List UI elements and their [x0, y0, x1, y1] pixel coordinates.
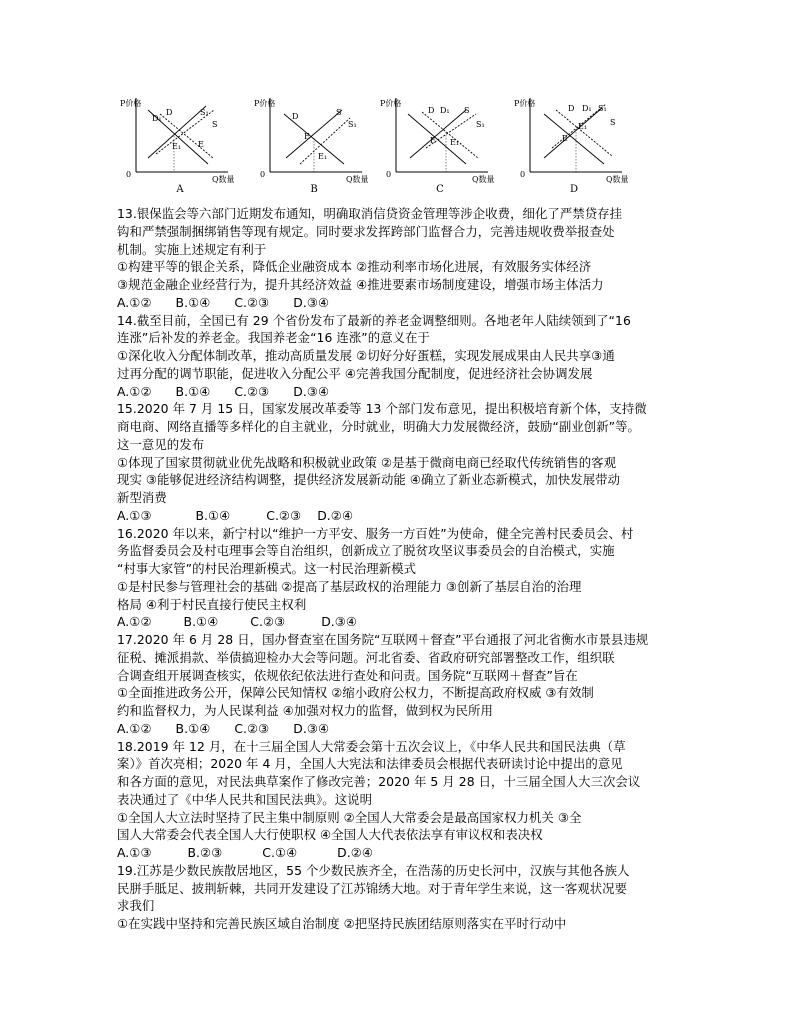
- graph-d-label-s: S: [610, 118, 616, 127]
- answer-options: A.①③ B.②③ C.①④ D.②④: [117, 845, 374, 860]
- graph-c-x-axis: Q数量: [472, 175, 495, 184]
- graph-d-y-axis: P价格: [514, 99, 536, 108]
- graph-a-x-axis: Q数量: [212, 175, 235, 184]
- text-line: 和各方面的意见，对民法典草案作了修改完善；2020 年 5 月 28 日，十三届全国人大三次会议: [117, 774, 641, 789]
- text-line: 格局 ④利于村民直接行使民主权利: [117, 596, 307, 612]
- answer-options: A.①③ B.①④ C.②③ D.②④: [117, 507, 354, 523]
- text-line: 案）》首次亮相；2020 年 4 月，全国人大宪法和法律委员会根据代表研读讨论中提出的意见: [117, 756, 623, 772]
- graph-a-label-d: D: [166, 108, 173, 117]
- graph-d: [512, 92, 642, 200]
- text-line: 连涨”后补发的养老金。我国养老金“16 连涨”的意义在于: [117, 330, 430, 346]
- graph-d-label-d1: D₁: [582, 104, 592, 113]
- graph-d-x-axis: Q数量: [606, 175, 629, 184]
- text-line: 国人大常委会代表全国人大行使职权 ④全国人大代表依法享有审议权和表决权: [117, 827, 543, 843]
- graph-b: [252, 92, 382, 200]
- graph-d-label-e1: E₁: [578, 122, 588, 131]
- text-line: ①构建平等的银企关系，降低企业融资成本 ②推动利率市场化进展，有效服务实体经济: [117, 259, 592, 275]
- text-line: 13.银保监会等六部门近期发布通知，明确取消信贷资金管理等涉企收费，细化了严禁贷存挂: [117, 206, 623, 221]
- graph-d-origin: 0: [520, 170, 526, 179]
- graph-c-caption: C: [436, 184, 444, 195]
- answer-options: A.①② B.①④ C.②③ D.③④: [117, 720, 330, 736]
- graph-c-origin: 0: [386, 170, 392, 179]
- text-line: 民胼手胝足、披荆斩棘，共同开发建设了江苏锦绣大地。对于青年学生来说，这一客观状况要: [117, 880, 628, 896]
- text-line: 15.2020 年 7 月 15 日，国家发展改革委等 13 个部门发布意见，提出积极培育新个体，支持微: [117, 401, 647, 417]
- text-line: 商电商、网络直播等多样化的自主就业，分时就业，明确大力发展微经济，鼓励“副业创新”等。: [117, 419, 641, 434]
- text-line: 约和监督权力，为人民谋利益 ④加强对权力的监督，做到权为民所用: [117, 703, 493, 718]
- graph-c-label-e1: E₁: [450, 138, 460, 147]
- text-line: 现实 ③能够促进经济结构调整，提供经济发展新动能 ④确立了新业态新模式，加快发展带动: [117, 472, 621, 488]
- graph-c-y-axis: P价格: [380, 99, 402, 108]
- text-line: 16.2020 年以来，新宁村以“维护一方平安、服务一方百姓”为使命，健全完善村民委员会、村: [117, 525, 634, 541]
- graph-b-caption: B: [310, 184, 318, 195]
- text-line: 求我们: [117, 898, 155, 914]
- text-line: 19.江苏是少数民族散居地区，55 个少数民族齐全，在浩荡的历史长河中，汉族与其他各族人: [117, 862, 630, 878]
- answer-options: A.①② B.①④ C.②③ D.③④: [117, 614, 358, 630]
- text-line: 务监督委员会及村屯理事会等自治组织，创新成立了脱贫攻坚议事委员会的自治模式，实施: [117, 543, 615, 559]
- text-line: “村事大家管”的村民治理新模式。这一村民治理新模式: [117, 561, 417, 576]
- text-line: 合调查组开展调查核实，依规依纪依法进行查处和问责。国务院“互联网＋督查”旨在: [117, 667, 578, 683]
- text-line: 18.2019 年 12 月，在十三届全国人大常委会第十五次会议上，《中华人民共和国民法典（草: [117, 738, 626, 754]
- graph-c-label-s: S: [464, 106, 470, 115]
- graph-b-label-s1: S₁: [348, 120, 357, 129]
- graph-c-label-s1: S₁: [476, 120, 485, 129]
- graph-b-label-s: S: [336, 108, 342, 117]
- graph-d-caption: D: [569, 184, 579, 195]
- graph-a-label-e: E: [198, 140, 204, 149]
- answer-options: A.①② B.①④ C.②③ D.③④: [117, 383, 330, 399]
- text-line: 过再分配的调节职能，促进收入分配公平 ④完善我国分配制度，促进经济社会协调发展: [117, 365, 593, 381]
- graph-c: [378, 92, 508, 200]
- graph-b-y-axis: P价格: [254, 99, 276, 108]
- text-line: 这一意见的发布: [117, 436, 205, 452]
- graph-a-caption: A: [176, 184, 184, 195]
- graph-d-label-d: D: [568, 104, 575, 113]
- text-line: ①全国人大立法时坚持了民主集中制原则 ②全国人大常委会是最高国家权力机关 ③全: [117, 809, 582, 825]
- graph-a: [118, 92, 248, 200]
- text-line: ①是村民参与管理社会的基础 ②提高了基层政权的治理能力 ③创新了基层自治的治理: [117, 578, 582, 594]
- graph-b-label-d: D: [292, 112, 299, 121]
- graph-c-label-d1: D₁: [440, 106, 450, 115]
- text-line: ①深化收入分配体制改革，推动高质量发展 ②切好分好蛋糕，实现发展成果由人民共享③通: [117, 348, 615, 363]
- graph-d-label-s1: S₁: [598, 104, 607, 113]
- answer-options: A.①② B.①④ C.②③ D.③④: [117, 294, 330, 310]
- graph-d-label-e: E: [562, 134, 568, 143]
- graph-b-label-e1: E₁: [318, 152, 328, 161]
- graph-b-label-e: E: [304, 132, 310, 141]
- graph-c-label-d: D: [428, 106, 435, 115]
- text-line: ①在实践中坚持和完善民族区域自治制度 ②把坚持民族团结原则落实在平时行动中: [117, 916, 567, 931]
- graph-a-label-d1: D₁: [152, 114, 162, 123]
- text-line: 14.截至目前，全国已有 29 个省份发布了最新的养老金调整细则。各地老年人陆续领到了“16: [117, 312, 631, 328]
- graph-a-label-s1: S₁: [200, 108, 209, 117]
- graph-a-label-e1: E₁: [172, 142, 182, 151]
- text-line: ①全面推进政务公开，保障公民知情权 ②缩小政府公权力，不断提高政府权威 ③有效制: [117, 685, 594, 701]
- text-line: ①体现了国家贯彻就业优先战略和积极就业政策 ②是基于微商电商已经取代传统销售的客观: [117, 454, 617, 470]
- graph-b-x-axis: Q数量: [346, 175, 369, 184]
- graph-c-label-e: E: [430, 136, 436, 145]
- text-line: ③规范金融企业经营行为，提升其经济效益 ④推进要素市场制度建设，增强市场主体活力: [117, 277, 604, 292]
- text-line: 17.2020 年 6 月 28 日，国办督查室在国务院“互联网＋督查”平台通报了河北省衡水市景县违规: [117, 632, 649, 647]
- graph-a-origin: 0: [126, 170, 132, 179]
- text-line: 征税、摊派捐款、举债搞迎检办大会等问题。河北省委、省政府研究部署整改工作，组织联: [117, 649, 615, 665]
- supply-demand-graphs: [118, 92, 678, 200]
- text-line: 表决通过了《中华人民共和国民法典》。这说明: [117, 791, 373, 807]
- text-line: 钩和严禁强制捆绑销售等现有规定。同时要求发挥跨部门监督合力，完善违规收费举报查处: [117, 223, 615, 239]
- question-text: [117, 205, 687, 933]
- text-line: 新型消费: [117, 490, 167, 505]
- graph-a-label-s: S: [212, 120, 218, 129]
- graph-b-origin: 0: [260, 170, 266, 179]
- text-line: 机制。实施上述规定有利于: [117, 241, 267, 257]
- graph-a-y-axis: P价格: [120, 99, 142, 108]
